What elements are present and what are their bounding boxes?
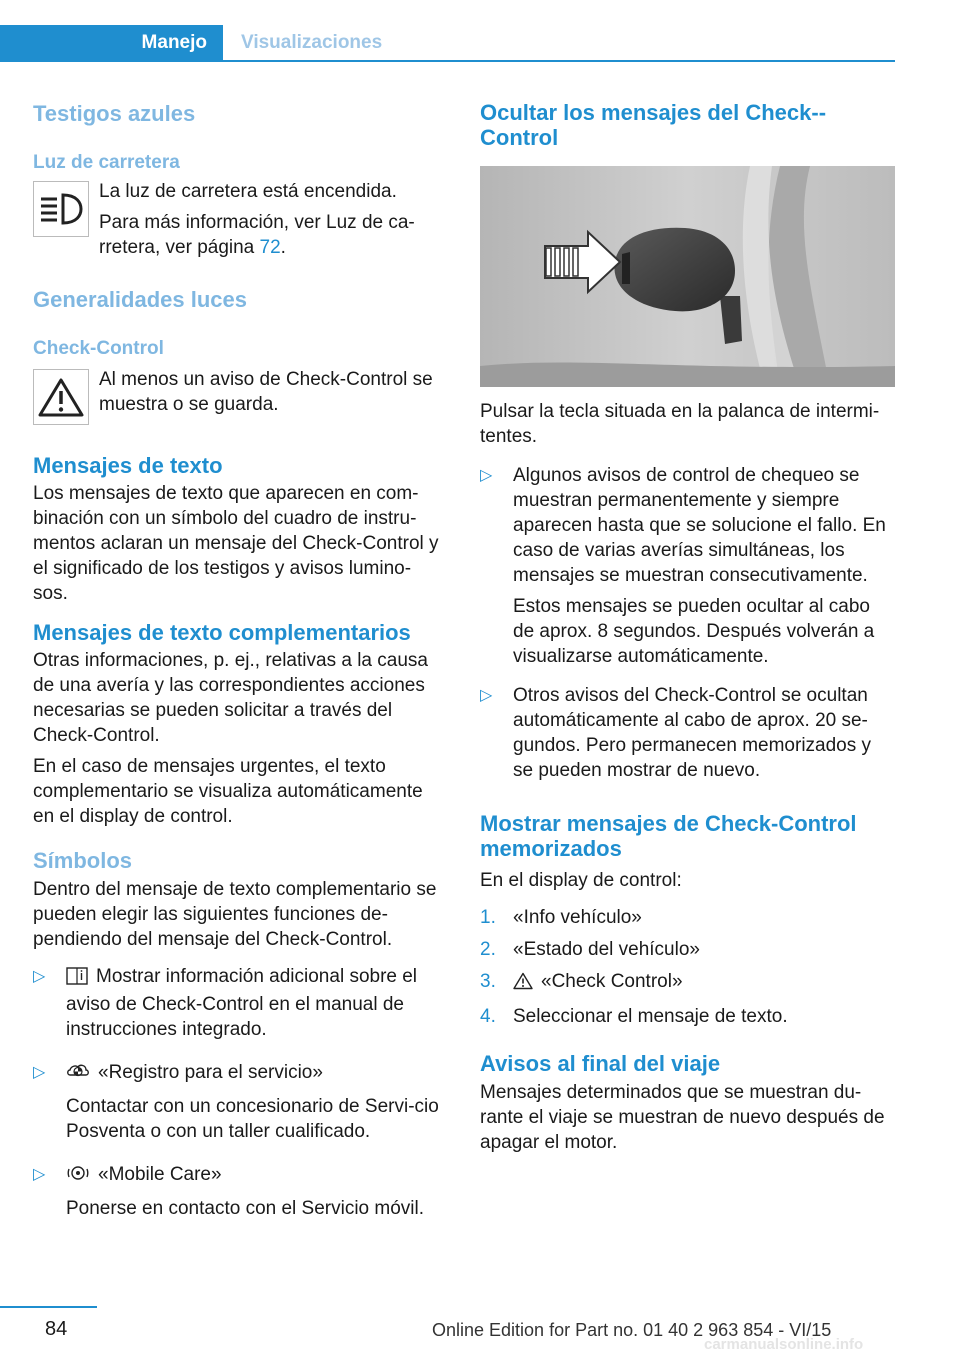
tab-visualizaciones[interactable]: Visualizaciones bbox=[241, 32, 383, 53]
bmw-service-icon bbox=[66, 1061, 90, 1088]
mostrar-heading: Mostrar mensajes de Check-Control memorizados bbox=[480, 811, 857, 861]
mensajes-texto-heading: Mensajes de texto bbox=[33, 453, 223, 478]
luz-p1: La luz de carretera está encendida. bbox=[99, 181, 397, 202]
mensajes-texto-paragraph: Los mensajes de texto que aparecen en com‐binación con un símbolo del cuadro de instru‐mentos aclaran un mensaje del Check-Control y el significado de los testigos y avisos lumino‐sos. bbox=[33, 483, 439, 604]
bullet-triangle-icon: ▷ bbox=[33, 1166, 46, 1183]
bullet-triangle-icon: ▷ bbox=[480, 687, 493, 704]
watermark: carmanualsonline.info bbox=[704, 1336, 864, 1353]
mostrar-paragraph: En el display de control: bbox=[480, 870, 682, 891]
list-item: ▷ Mostrar información adicional sobre el aviso de Check-Control en el manual de instrucciones integrado. bbox=[33, 964, 443, 1048]
luz-carretera-heading: Luz de carretera bbox=[33, 152, 180, 173]
list-item: ▷ «Mobile Care» Ponerse en contacto con el Servicio móvil. bbox=[33, 1162, 443, 1227]
high-beam-row bbox=[33, 179, 443, 266]
bullet-triangle-icon: ▷ bbox=[33, 968, 46, 985]
mobile-care-icon bbox=[66, 1163, 90, 1190]
page-header bbox=[0, 25, 895, 62]
left-column bbox=[33, 100, 443, 1233]
complementarios-heading: Mensajes de texto complementarios bbox=[33, 620, 411, 645]
right-column bbox=[480, 100, 895, 1161]
warning-triangle-icon bbox=[33, 369, 89, 425]
list-item: ▷ «Registro para el servicio» Contactar con un concesionario de Servi‐cio Posventa o con un taller cualificado. bbox=[33, 1060, 443, 1150]
check-control-heading: Check-Control bbox=[33, 338, 164, 359]
list-item: 1. «Info vehículo» bbox=[480, 907, 642, 928]
turn-signal-lever-photo bbox=[480, 166, 895, 387]
list-item: 3. «Check Control» bbox=[480, 969, 895, 997]
complementarios-p2: En el caso de mensajes urgentes, el texto complementario se visualiza automáticamente en el display de control. bbox=[33, 756, 423, 827]
avisos-heading: Avisos al final del viaje bbox=[480, 1051, 721, 1076]
list-item: ▷ Otros avisos del Check-Control se ocultan automáticamente al cabo de aprox. 20 se‐gundos. Pero permanecen memorizados y se pueden mostrar de nuevo. bbox=[480, 683, 895, 789]
high-beam-icon bbox=[33, 181, 89, 237]
ocultar-heading: Ocultar los mensajes del Check-‐Control bbox=[480, 100, 827, 150]
bullet-triangle-icon: ▷ bbox=[480, 467, 493, 484]
luz-p2: Para más información, ver Luz de ca‐rretera, ver página 72. bbox=[99, 212, 415, 258]
check-control-row bbox=[33, 367, 443, 425]
check-control-text: Al menos un aviso de Check-Control se muestra o se guarda. bbox=[99, 369, 433, 415]
list-item: ▷ Algunos avisos de control de chequeo se muestran permanentemente y siempre aparecen hasta que se solucione el fallo. En caso de varias averías simultáneas, los mensajes se muestran consecutivamente. Estos mensajes se pueden ocultar al cabo de aprox. 8 segundos. Después volverán a visualizarse automáticamente. bbox=[480, 463, 895, 675]
generalidades-heading: Generalidades luces bbox=[33, 287, 247, 312]
simbolos-heading: Símbolos bbox=[33, 848, 133, 873]
page-number: 84 bbox=[45, 1318, 68, 1340]
avisos-paragraph: Mensajes determinados que se muestran du‐rante el viaje se muestran de nuevo después de apagar el motor. bbox=[480, 1082, 885, 1153]
edition-note: Online Edition for Part no. 01 40 2 963 854 - VI/15 bbox=[432, 1320, 832, 1340]
complementarios-p1: Otras informaciones, p. ej., relativas a la causa de una avería y las correspondientes acciones necesarias se pueden solicitar a través del Check-Control. bbox=[33, 650, 428, 746]
ocultar-paragraph: Pulsar la tecla situada en la palanca de intermi‐tentes. bbox=[480, 401, 880, 447]
footer-rule bbox=[0, 1306, 97, 1308]
tab-manejo[interactable]: Manejo bbox=[0, 25, 223, 60]
page-72-link[interactable]: 72 bbox=[259, 237, 281, 258]
testigos-azules-heading: Testigos azules bbox=[33, 101, 196, 126]
simbolos-paragraph: Dentro del mensaje de texto complementario se pueden elegir las siguientes funciones de‐pendiendo del mensaje del Check-Control. bbox=[33, 879, 437, 950]
info-book-icon bbox=[66, 967, 88, 992]
list-item: 4. Seleccionar el mensaje de texto. bbox=[480, 1006, 788, 1027]
list-item: 2. «Estado del vehículo» bbox=[480, 939, 700, 960]
warning-triangle-icon bbox=[513, 972, 533, 997]
bullet-triangle-icon: ▷ bbox=[33, 1064, 46, 1081]
